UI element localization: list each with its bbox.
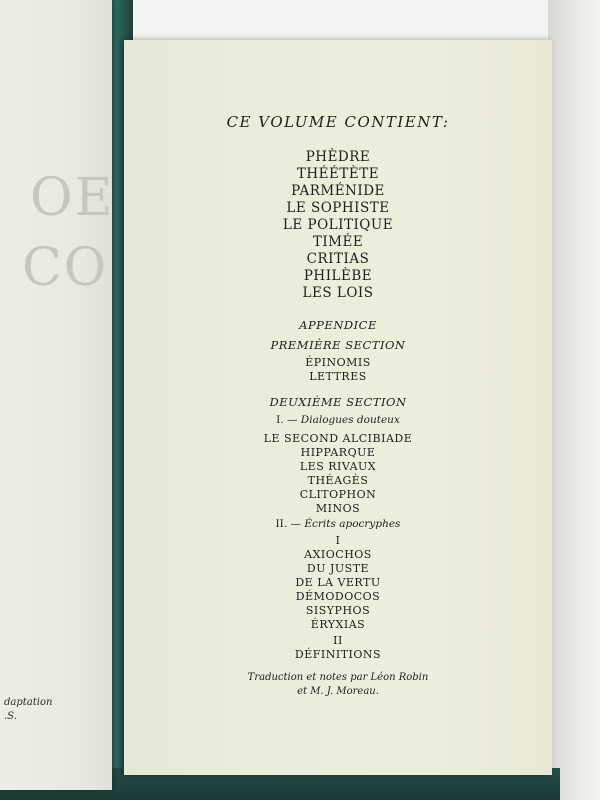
section-item: DÉFINITIONS	[294, 648, 382, 661]
section-item: DU JUSTE	[306, 562, 370, 575]
group-two-numeral: II	[333, 634, 343, 647]
dialogue-item: LES LOIS	[302, 285, 374, 301]
section-item: DE LA VERTU	[295, 576, 381, 589]
dialogue-item: PHÈDRE	[305, 149, 371, 165]
left-caption-line-2: .S.	[4, 711, 17, 722]
section-item: ÉPINOMIS	[305, 356, 371, 369]
section-item: LE SECOND ALCIBIADE	[263, 432, 413, 445]
dialogue-item: THÉÉTÈTE	[296, 166, 380, 182]
dialogue-item: PARMÉNIDE	[291, 183, 385, 199]
dialogue-item: LE SOPHISTE	[286, 200, 390, 216]
part-one-numeral: I. —	[276, 414, 298, 426]
left-page-ghost-letters-1: OE	[30, 168, 115, 228]
credits-line-2: et M. J. Moreau.	[297, 686, 379, 697]
section-item: LETTRES	[309, 370, 367, 383]
part-one-heading	[124, 414, 552, 426]
section-item: THÉAGÈS	[307, 474, 369, 487]
appendice-heading: APPENDICE	[299, 318, 377, 332]
section-item: HIPPARQUE	[300, 446, 376, 459]
part-two-label: Écrits apocryphes	[304, 518, 401, 530]
left-caption-line-1: daptation	[4, 697, 53, 708]
part-two-numeral: II. —	[275, 518, 302, 530]
section-item: CLITOPHON	[299, 488, 377, 501]
premiere-section-heading: PREMIÈRE SECTION	[270, 338, 406, 352]
section-item: DÉMODOCOS	[295, 590, 381, 603]
dialogue-item: TIMÉE	[312, 234, 364, 250]
section-item: ÉRYXIAS	[310, 618, 366, 631]
dialogue-item: LE POLITIQUE	[282, 217, 394, 233]
group-one-numeral: I	[335, 534, 341, 547]
table-background	[548, 0, 600, 800]
left-page-caption	[4, 696, 52, 724]
section-item: LES RIVAUX	[299, 460, 377, 473]
section-item: SISYPHOS	[305, 604, 371, 617]
page-heading: CE VOLUME CONTIENT:	[226, 113, 450, 131]
dialogue-item: CRITIAS	[306, 251, 370, 267]
left-page	[0, 0, 115, 790]
credits-line-1: Traduction et notes par Léon Robin	[247, 672, 429, 683]
part-one-label: Dialogues douteux	[300, 414, 400, 426]
contents-page	[124, 40, 552, 775]
left-page-ghost-letters-2: CO	[22, 238, 109, 298]
dialogue-item: PHILÈBE	[303, 268, 373, 284]
section-item: AXIOCHOS	[304, 548, 372, 561]
part-two-heading	[124, 518, 552, 530]
section-item: MINOS	[315, 502, 361, 515]
deuxieme-section-heading: DEUXIÈME SECTION	[269, 395, 407, 409]
